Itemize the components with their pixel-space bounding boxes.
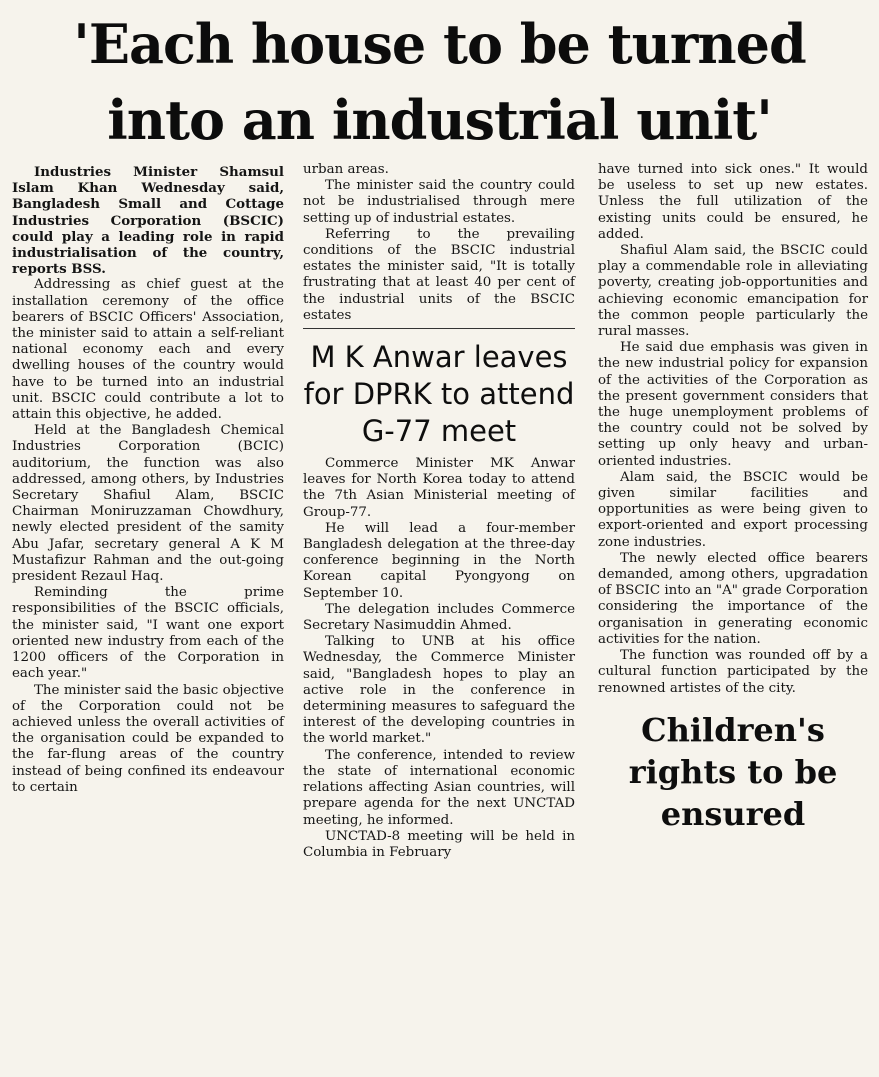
story1-col3-paragraph: have turned into sick ones." It would be useless to set up new estates. Unless the full utilization of the existing units could be ensured, he added.: [598, 162, 868, 242]
story1-col3-paragraph: He said due emphasis was given in the new industrial policy for expansion of the activities of the Corporation as the present government considers that the huge unemployment problems of the country could not be solved by setting up only heavy and urban-oriented industries.: [598, 340, 868, 469]
story2-headline: M K Anwar leaves for DPRK to attend G-77 meet: [303, 340, 575, 449]
story3-headline: Children's rights to be ensured: [628, 710, 838, 833]
story1-col3-paragraph: Alam said, the BSCIC would be given similar facilities and opportunities as were being given to export-oriented and export processing zone industries.: [598, 469, 868, 550]
story1-column-3: [598, 162, 868, 835]
story1-col3-paragraph: Shafiul Alam said, the BSCIC could play a commendable role in alleviating poverty, creating job-opportunities and achieving economic emancipation for the common people particularly the rural masses.: [598, 243, 868, 340]
story2-paragraph: The delegation includes Commerce Secretary Nasimuddin Ahmed.: [303, 601, 575, 634]
story1-col1-paragraph: Reminding the prime responsibilities of the BSCIC officials, the minister said, "I want one export oriented new industry from each of the 1200 officers of the Corporation in each year.": [12, 585, 284, 682]
story2-paragraph: UNCTAD-8 meeting will be held in Columbia in February: [303, 828, 575, 860]
column-rule: [303, 328, 575, 329]
story1-col3-paragraph: The newly elected office bearers demanded, among others, upgradation of BSCIC into an "A" grade Corporation considering the importance of the organisation in generating economic activities for the nation.: [598, 550, 868, 647]
story1-column-2: [303, 162, 575, 861]
story1-column-1: [12, 164, 284, 796]
story1-col1-paragraph: Industries Minister Shamsul Islam Khan Wednesday said, Bangladesh Small and Cottage Industries Corporation (BSCIC) could play a leading role in rapid industrialisation of the country, reports BSS.: [12, 164, 284, 278]
story1-col2-paragraph: The minister said the country could not be industrialised through mere setting up of industrial estates.: [303, 178, 575, 226]
main-headline: [0, 6, 879, 158]
story1-col3-paragraph: The function was rounded off by a cultural function participated by the renowned artistes of the city.: [598, 648, 868, 696]
main-headline-line-1: 'Each house to be turned: [73, 12, 806, 76]
story2-paragraph: Commerce Minister MK Anwar leaves for North Korea today to attend the 7th Asian Ministerial meeting of Group-77.: [303, 456, 575, 520]
main-headline-line-2: into an industrial unit': [107, 88, 772, 152]
story2-paragraph: He will lead a four-member Bangladesh delegation at the three-day conference beginning in the North Korean capital Pyongyong on September 10.: [303, 520, 575, 601]
story1-col1-paragraph: The minister said the basic objective of the Corporation could not be achieved unless the overall activities of the organisation could be expanded to the far-flung areas of the country instead of being confined its endeavour to certain: [12, 682, 284, 795]
story2-paragraph: Talking to UNB at his office Wednesday, the Commerce Minister said, "Bangladesh hopes to play an active role in the conference in determining measures to safeguard the interest of the developing countries in the world market.": [303, 634, 575, 747]
story1-col1-paragraph: Addressing as chief guest at the installation ceremony of the office bearers of BSCIC Officers' Association, the minister said to attain a self-reliant national economy each and every dwelling houses of the country would have to be turned into an industrial unit. BSCIC could contribute a lot to attain this objective, he added.: [12, 277, 284, 423]
story1-col2-paragraph: urban areas.: [303, 162, 389, 177]
story1-col2-paragraph: Referring to the prevailing conditions of the BSCIC industrial estates the minister said, "It is totally frustrating that at least 40 per cent of the industrial units of the BSCIC estates: [303, 226, 575, 323]
story1-col1-paragraph: Held at the Bangladesh Chemical Industries Corporation (BCIC) auditorium, the function was also addressed, among others, by Industries Secretary Shafiul Alam, BSCIC Chairman Moniruzzaman Chowdhury, newly elected president of the samity Abu Jafar, secretary general A K M Mustafizur Rahman and the out-going president Rezaul Haq.: [12, 423, 284, 585]
story2-paragraph: The conference, intended to review the state of international economic relations affecting Asian countries, will prepare agenda for the next UNCTAD meeting, he informed.: [303, 747, 575, 828]
